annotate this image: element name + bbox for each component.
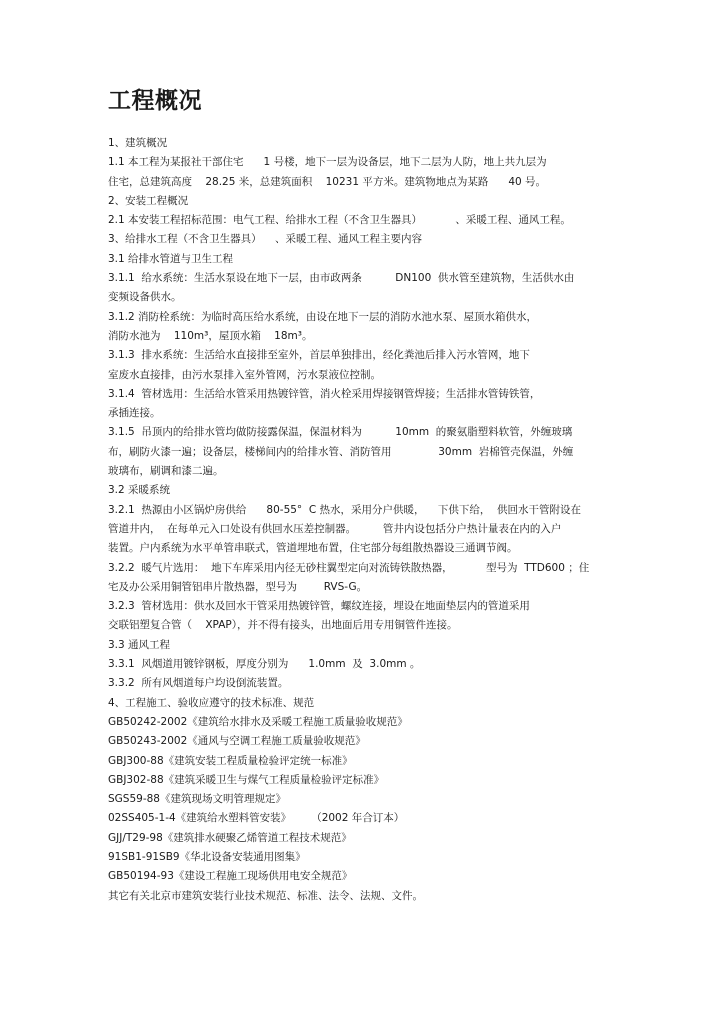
document-page: [108, 86, 648, 906]
text-line: 3.1.4 管材选用：生活给水管采用热镀锌管，消火栓采用焊接钢管焊接；生活排水管铸铁管，: [108, 387, 541, 400]
text-line: 宅及办公采用铜管铝串片散热器，型号为 RVS-G。: [108, 580, 368, 593]
text-line: 1.1 本工程为某报社干部住宅 1 号楼，地下一层为设备层，地下二层为人防，地上共九层为: [108, 156, 547, 169]
text-line: 消防水池为 110m³，屋顶水箱 18m³。: [108, 329, 313, 342]
text-line: 2.1 本安装工程招标范围：电气工程、给排水工程（不含卫生器具） 、采暖工程、通风工程。: [108, 214, 571, 227]
text-line: 4、工程施工、验收应遵守的技术标准、规范: [108, 696, 315, 709]
text-line: 3.3.1 风烟道用镀锌钢板，厚度分别为 1.0mm 及 3.0mm 。: [108, 658, 421, 671]
text-line: 3.1.1 给水系统：生活水泵设在地下一层，由市政两条 DN100 供水管至建筑物，生活供水由: [108, 272, 575, 285]
text-line: 2、安装工程概况: [108, 194, 189, 207]
text-line: 3.2.1 热源由小区锅炉房供给 80-55° C 热水，采用分户供暖， 下供下给， 供回水干管附设在: [108, 503, 582, 516]
text-line: 3.1.3 排水系统：生活给水直接排至室外，首层单独排出，经化粪池后排入污水管网，地下: [108, 349, 530, 362]
text-line: GBJ300-88《建筑安装工程质量检验评定统一标准》: [108, 754, 353, 767]
text-line: GB50242-2002《建筑给水排水及采暖工程施工质量验收规范》: [108, 715, 408, 728]
text-line: SGS59-88《建筑现场文明管理规定》: [108, 793, 286, 806]
text-line: GJJ/T29-98《建筑排水硬聚乙烯管道工程技术规范》: [108, 831, 352, 844]
text-line: GB50194-93《建设工程施工现场供用电安全规范》: [108, 870, 353, 883]
text-line: 3.2 采暖系统: [108, 484, 171, 497]
text-line: 住宅，总建筑高度 28.25 米，总建筑面积 10231 平方米。建筑物地点为某路 40 号。: [108, 175, 547, 188]
text-line: 3、给排水工程（不含卫生器具） 、采暖工程、通风工程主要内容: [108, 233, 423, 246]
text-line: 变频设备供水。: [108, 291, 182, 304]
page-title: 工程概况: [108, 88, 202, 114]
text-line: 管道井内， 在每单元入口处设有供回水压差控制器。 管井内设包括分户热计量表在内的入户: [108, 522, 562, 535]
text-line: 3.1.5 吊顶内的给排水管均做防接露保温，保温材料为 10mm 的聚氨脂塑料软管，外缠玻璃: [108, 426, 573, 439]
text-line: 3.2.2 暖气片选用： 地下车库采用内径无砂柱翼型定向对流铸铁散热器， 型号为 TTD600 ；住: [108, 561, 590, 574]
text-line: GB50243-2002《通风与空调工程施工质量验收规范》: [108, 735, 366, 748]
text-line: 布，刷防火漆一遍；设备层，楼梯间内的给排水管、消防管用 30mm 岩棉管壳保温，外缠: [108, 445, 574, 458]
text-line: 91SB1-91SB9《华北设备安装通用图集》: [108, 850, 306, 863]
text-line: 3.1 给排水管道与卫生工程: [108, 252, 234, 265]
text-line: 承插连接。: [108, 407, 161, 420]
text-line: GBJ302-88《建筑采暖卫生与煤气工程质量检验评定标准》: [108, 773, 385, 786]
text-line: 02SS405-1-4《建筑给水塑料管安装》 （2002 年合订本）: [108, 812, 405, 825]
text-line: 3.3.2 所有风烟道每户均设倒流装置。: [108, 677, 289, 690]
text-line: 3.3 通风工程: [108, 638, 171, 651]
text-line: 3.1.2 消防栓系统：为临时高压给水系统，由设在地下一层的消防水池水泵、屋顶水箱供水，: [108, 310, 538, 323]
text-line: 1、建筑概况: [108, 137, 168, 149]
document-body: [108, 134, 648, 906]
text-line: 装置。户内系统为水平单管串联式，管道埋地布置，住宅部分每组散热器设三通调节阀。: [108, 542, 518, 555]
text-line: 室废水直接排，由污水泵排入室外管网，污水泵液位控制。: [108, 368, 381, 381]
text-line: 玻璃布，刷调和漆二遍。: [108, 465, 224, 478]
text-line: 3.2.3 管材选用：供水及回水干管采用热镀锌管，螺纹连接，埋设在地面垫层内的管道采用: [108, 600, 530, 613]
text-line: 交联铝塑复合管（ XPAP），并不得有接头，出地面后用专用铜管件连接。: [108, 619, 458, 632]
text-line: 其它有关北京市建筑安装行业技术规范、标准、法令、法规、文件。: [108, 889, 423, 902]
